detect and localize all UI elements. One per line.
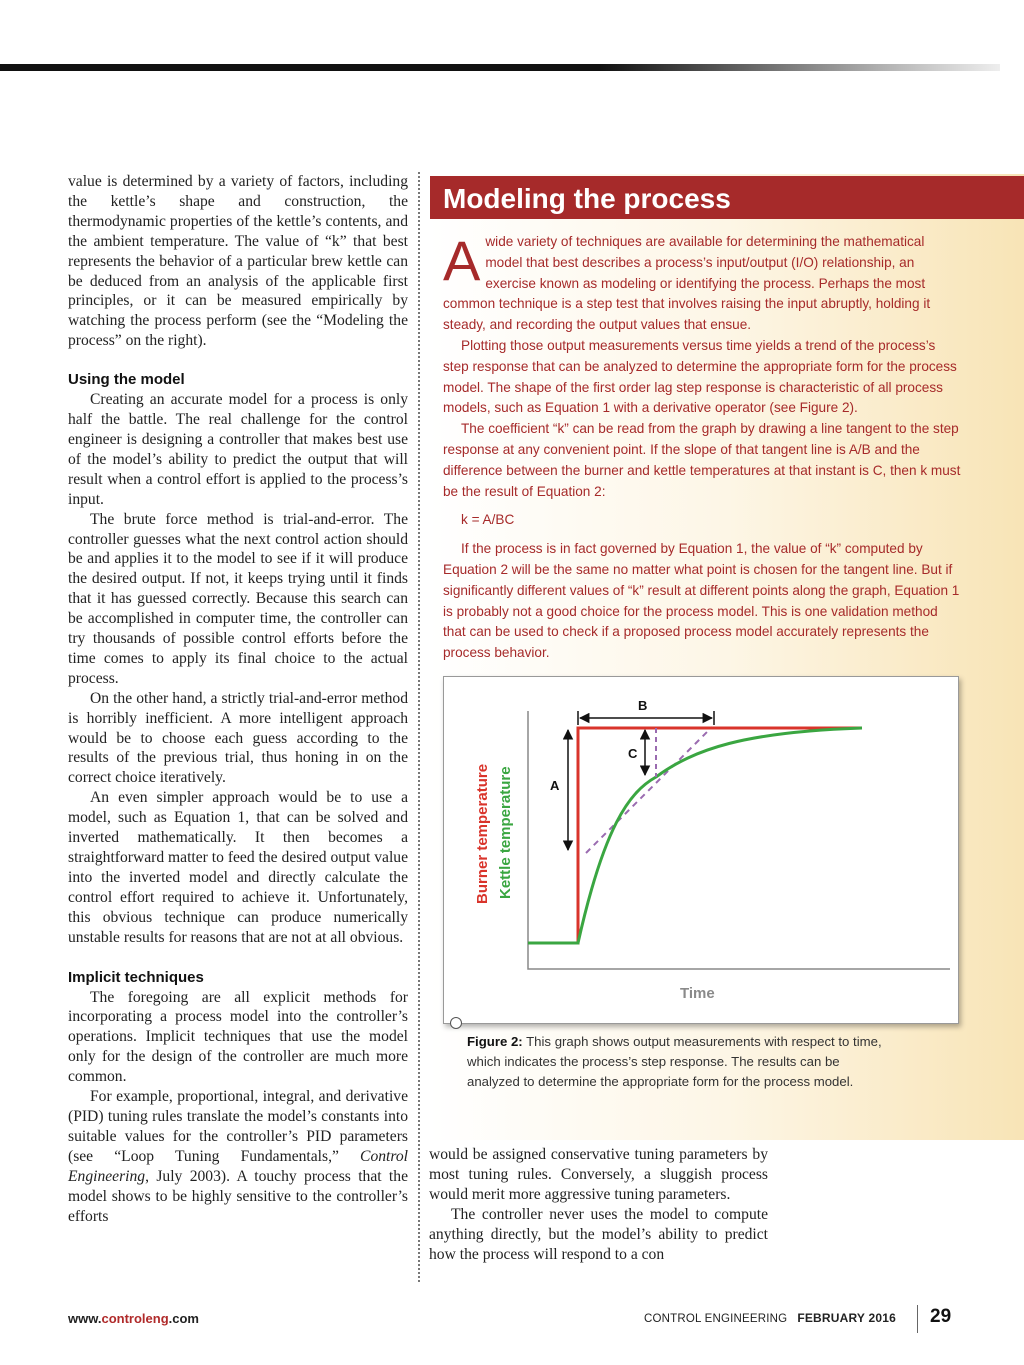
- figure-caption-text: This graph shows output measurements with respect to time, which indicates the process’s step response. The results can be analyzed to determine the appropriate form for the process model.: [467, 1034, 882, 1089]
- tangent-line: [586, 727, 712, 853]
- text-run: wide variety of techniques are available for determining the mathematical model that best describes a process’s input/output (I/O) relationship, an exercise known as modeling or identifying the process. Perhaps the most common technique is a step test that involves raising the input abruptly, holding it steady, and recording the output values that ensue.: [443, 234, 931, 333]
- body-paragraph: Creating an accurate model for a process is only half the battle. The real challenge for the control engineer is designing a controller that makes best use of the model’s ability to predict the output that will result when a control effort is applied to the process’s input.: [68, 391, 408, 508]
- sidebar-paragraph: [443, 229, 963, 336]
- drop-cap: A: [443, 229, 481, 292]
- section-heading-using-the-model: Using the model: [68, 371, 185, 389]
- magazine-name: CONTROL ENGINEERING: [644, 1313, 788, 1325]
- body-paragraph: The foregoing are all explicit methods for incorporating a process model into the controller’s operations. Implicit techniques that use the model only for the design of the controller are much more common.: [68, 988, 408, 1086]
- footer-divider: [917, 1305, 918, 1333]
- body-paragraph: An even simpler approach would be to use a model, such as Equation 1, that can be solved and inverted mathematically. It then becomes a straightforward matter to feed the desired output value into the inverted model and directly calculate the control effort required to achieve it. Unfortunately, this obvious technique can produce numerically unstable results for reasons that are not at all obvious.: [68, 789, 408, 946]
- left-column: [68, 172, 408, 1226]
- body-paragraph: On the other hand, a strictly trial-and-error method is horribly inefficient. A more intelligent approach would be to choose each guess according to the results of the previous trial, thus honing in on the correct choice iteratively.: [68, 689, 408, 787]
- x-axis-label: Time: [680, 985, 715, 1002]
- body-paragraph: [68, 1087, 408, 1226]
- sidebar-body: [443, 229, 963, 664]
- text-run: , July 2003). A touchy process that the model shows to be highly sensitive to the controller’s efforts: [68, 1167, 408, 1225]
- url-brand: controleng: [101, 1311, 169, 1326]
- sidebar-title: Modeling the process: [443, 183, 731, 214]
- sidebar-title-bar: [430, 176, 1024, 219]
- body-paragraph: The controller never uses the model to compute anything directly, but the model’s ability to predict how the process will respond to a con: [429, 1205, 768, 1263]
- sidebar-paragraph: The coefficient “k” can be read from the graph by drawing a line tangent to the step response at any convenient point. If the slope of that tangent line is A/B and the difference between the burner and kettle temperatures at that instant is C, then k must be the result of Equation 2:: [443, 421, 961, 499]
- header-rule: [0, 64, 1000, 71]
- label-c: C: [628, 746, 638, 761]
- page-number: 29: [930, 1306, 952, 1327]
- label-a: A: [550, 778, 560, 793]
- footer-url-link[interactable]: [68, 1311, 199, 1326]
- body-paragraph: value is determined by a variety of factors, including the kettle’s shape and construction, the thermodynamic properties of the kettle’s contents, and the ambient temperature. The value of “k” that best represents the behavior of a particular brew kettle can be deduced from an analysis of the applicable first principles, or it can be measured empirically by watching the process perform (see the “Modeling the process” on the right).: [68, 173, 408, 350]
- column-divider: [418, 172, 420, 1282]
- issue-date: FEBRUARY 2016: [797, 1311, 896, 1325]
- y-axis-label-kettle: Kettle temperature: [497, 766, 514, 899]
- section-heading-implicit-techniques: Implicit techniques: [68, 968, 204, 986]
- equation-2: k = A/BC: [461, 512, 515, 528]
- url-suffix: .com: [168, 1311, 199, 1326]
- burner-temperature-line: [528, 728, 862, 943]
- step-response-plot: [444, 677, 958, 1023]
- figure-caption-label: Figure 2:: [467, 1034, 523, 1049]
- footer-masthead: [644, 1311, 896, 1325]
- sidebar-paragraph: Plotting those output measurements versus time yields a trend of the process’s step response that can be analyzed to determine the appropriate form for the process model. The shape of the first order lag step response is characteristic of all process models, such as Equation 1 with a derivative operator (see Figure 2).: [443, 337, 957, 416]
- y-axis-label-burner: Burner temperature: [474, 763, 491, 904]
- bottom-column: [429, 1145, 768, 1264]
- figure-2-graph: [443, 676, 959, 1024]
- body-paragraph: The brute force method is trial-and-error. The controller guesses what the next control action should be and applies it to the model to see if it will produce the desired output. If not, it keeps trying until it finds that it has guessed correctly. Because this search can be accomplished in computer time, the controller can try thousands of possible control efforts before the time comes to apply its final choice to the actual process.: [68, 510, 408, 687]
- plot-axes: [528, 711, 950, 969]
- citation-title: Control Engineering: [68, 1147, 408, 1185]
- figure-callout-marker: [450, 1017, 462, 1029]
- figure-caption: [467, 1032, 887, 1092]
- body-paragraph: would be assigned conservative tuning parameters by most tuning rules. Conversely, a sluggish process would merit more aggressive tuning parameters.: [429, 1146, 768, 1203]
- sidebar-paragraph: If the process is in fact governed by Equation 1, the value of “k” computed by Equation 2 will be the same no matter what point is chosen for the tangent line. But if significantly different values of “k” result at different points along the graph, Equation 1 is probably not a good choice for the process model. This is one validation method that can be used to check if a proposed process model accurately represents the process behavior.: [443, 541, 960, 661]
- text-run: For example, proportional, integral, and derivative (PID) tuning rules translate the model’s constants into suitable values for the controller’s PID parameters (see “Loop Tuning Fundamentals,”: [68, 1088, 408, 1165]
- label-b: B: [638, 698, 648, 713]
- url-prefix: www.: [68, 1311, 102, 1326]
